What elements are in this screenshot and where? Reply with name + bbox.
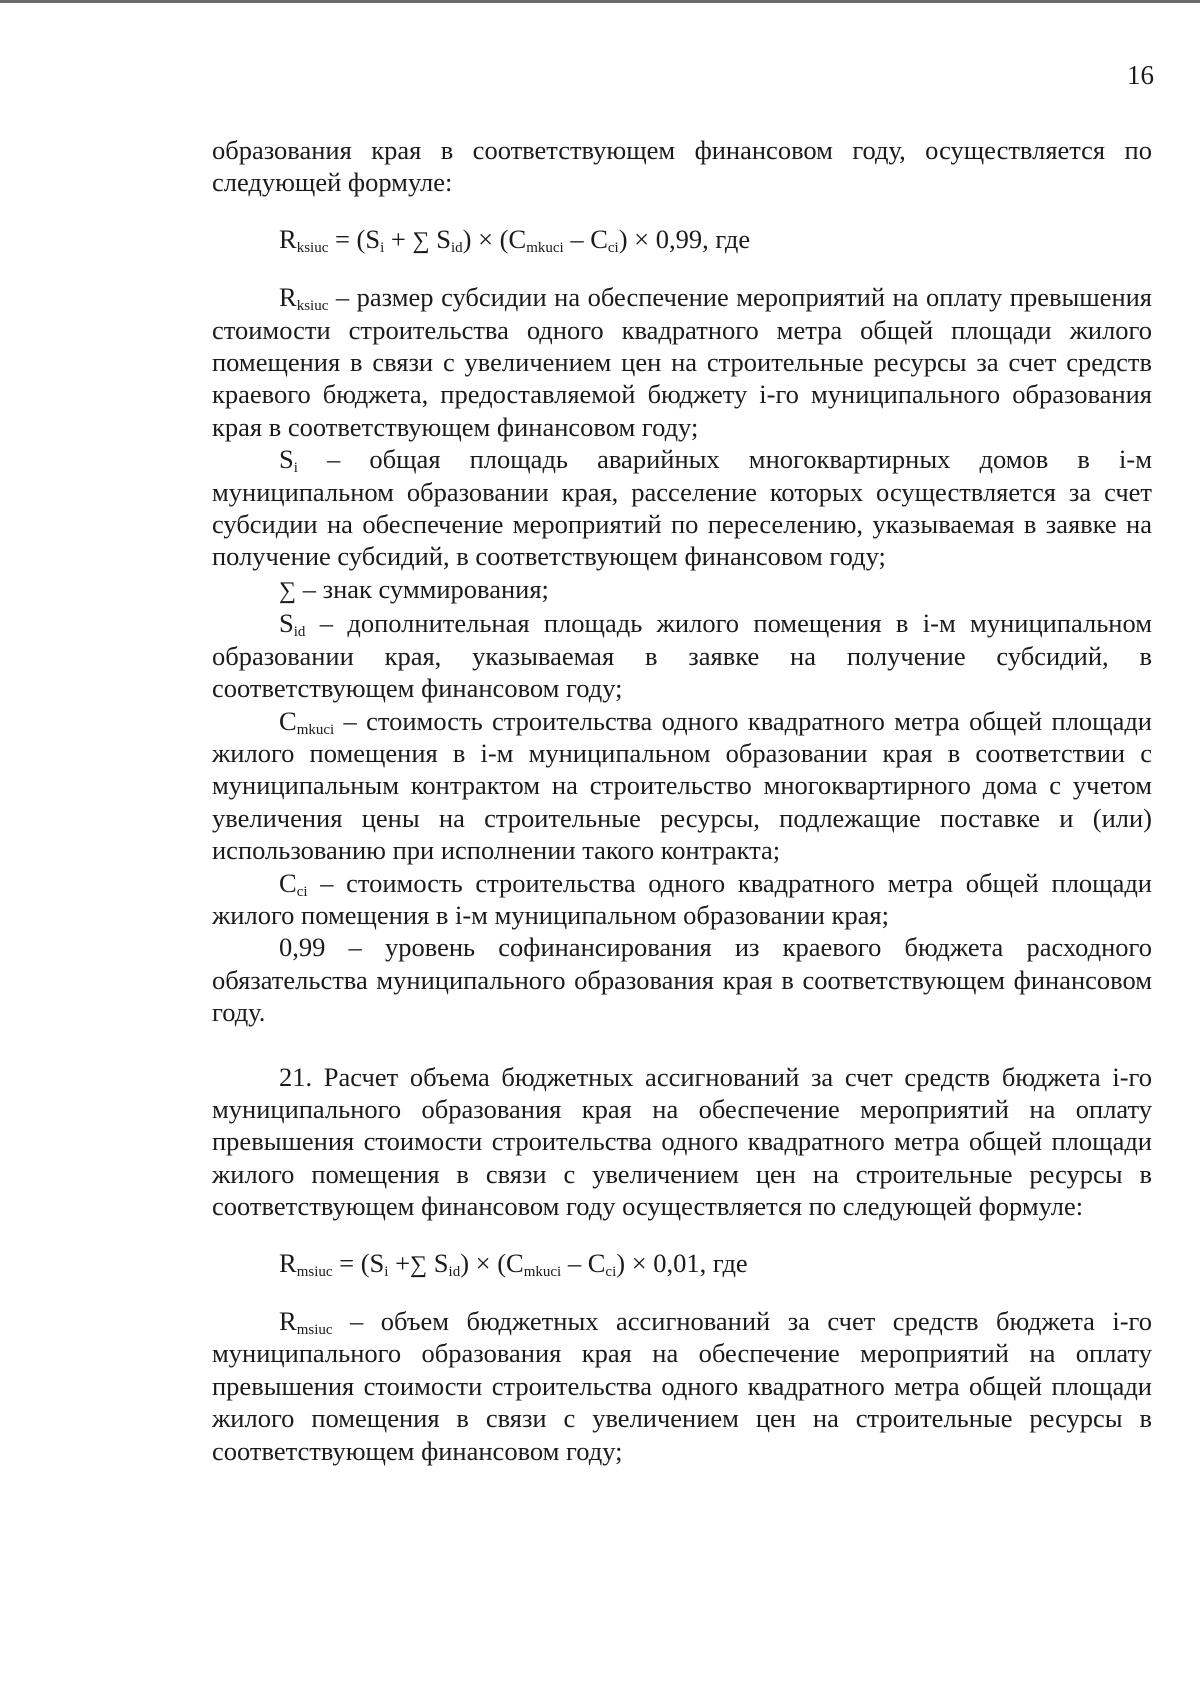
- document-body: [212, 134, 1152, 1467]
- definition-rmsiuc: $R_{msiuc}$ – объем бюджетных ассигнований за счет средств бюджета i-го муниципального образования края на обеспечение мероприятий на оплату превышения стоимости строительства одного квадратного метра общей площади жилого помещения в связи с увеличением цен на строительные ресурсы в соответствующем финансовом году;: [212, 1306, 1152, 1466]
- definition-sid: $S_{id}$ – дополнительная площадь жилого помещения в i-м муниципальном образовании края, указываемая в заявке на получение субсидий, в соответствующем финансовом году;: [212, 608, 1152, 704]
- definition-rksiuc: $R_{ksiuc}$ – размер субсидии на обеспечение мероприятий на оплату превышения стоимости строительства одного квадратного метра общей площади жилого помещения в связи с увеличением цен на строительные ресурсы за счет средств краевого бюджета, предоставляемой бюджету i-го муниципального образования края в соответствующем финансовом году;: [212, 282, 1152, 442]
- formula-rmsiuc: $R_{msiuc} = (S_i$ +∑ $S_{id}) \times (C_{mkuci} - C_{ci}) \times 0,01$, где: [279, 1247, 748, 1280]
- definition-si: $S_i$ – общая площадь аварийных многоквартирных домов в i-м муниципальном образовании края, расселение которых осуществляется за счет субсидии на обеспечение мероприятий по переселению, указываемая в заявке на получение субсидий, в соответствующем финансовом году;: [212, 444, 1152, 572]
- definition-cci: $C_{ci}$ – стоимость строительства одного квадратного метра общей площади жилого помещения в i-м муниципальном образовании края;: [212, 867, 1152, 930]
- scan-edge: [0, 0, 1200, 3]
- definition-cmkuci: $C_{mkuci}$ – стоимость строительства одного квадратного метра общей площади жилого помещения в i-м муниципальном образовании края в соответствии с муниципальным контрактом на строительство многоквартирного дома с учетом увеличения цены на строительные ресурсы, подлежащие поставке и (или) использованию при исполнении такого контракта;: [212, 705, 1152, 866]
- section-21-paragraph: 21. Расчет объема бюджетных ассигнований за счет средств бюджета i-го муниципального образования края на обеспечение мероприятий на оплату превышения стоимости строительства одного квадратного метра общей площади жилого помещения в связи с увеличением цен на строительные ресурсы в соответствующем финансовом году осуществляется по следующей формуле:: [212, 1061, 1152, 1222]
- formula-rksiuc: $R_{ksiuc} = (S_i$ + ∑ $S_{id}) \times (C_{mkuci} - C_{ci}) \times 0,99$, где: [279, 223, 751, 256]
- definition-sigma: ∑ – знак суммирования;: [279, 573, 549, 604]
- definition-rate-099: 0,99 – уровень софинансирования из краевого бюджета расходного обязательства муниципального образования края в соответствующем финансовом году.: [212, 932, 1152, 1028]
- page-number: 16: [1127, 60, 1154, 90]
- intro-paragraph: образования края в соответствующем финансовом году, осуществляется по следующей формуле:: [212, 135, 1152, 198]
